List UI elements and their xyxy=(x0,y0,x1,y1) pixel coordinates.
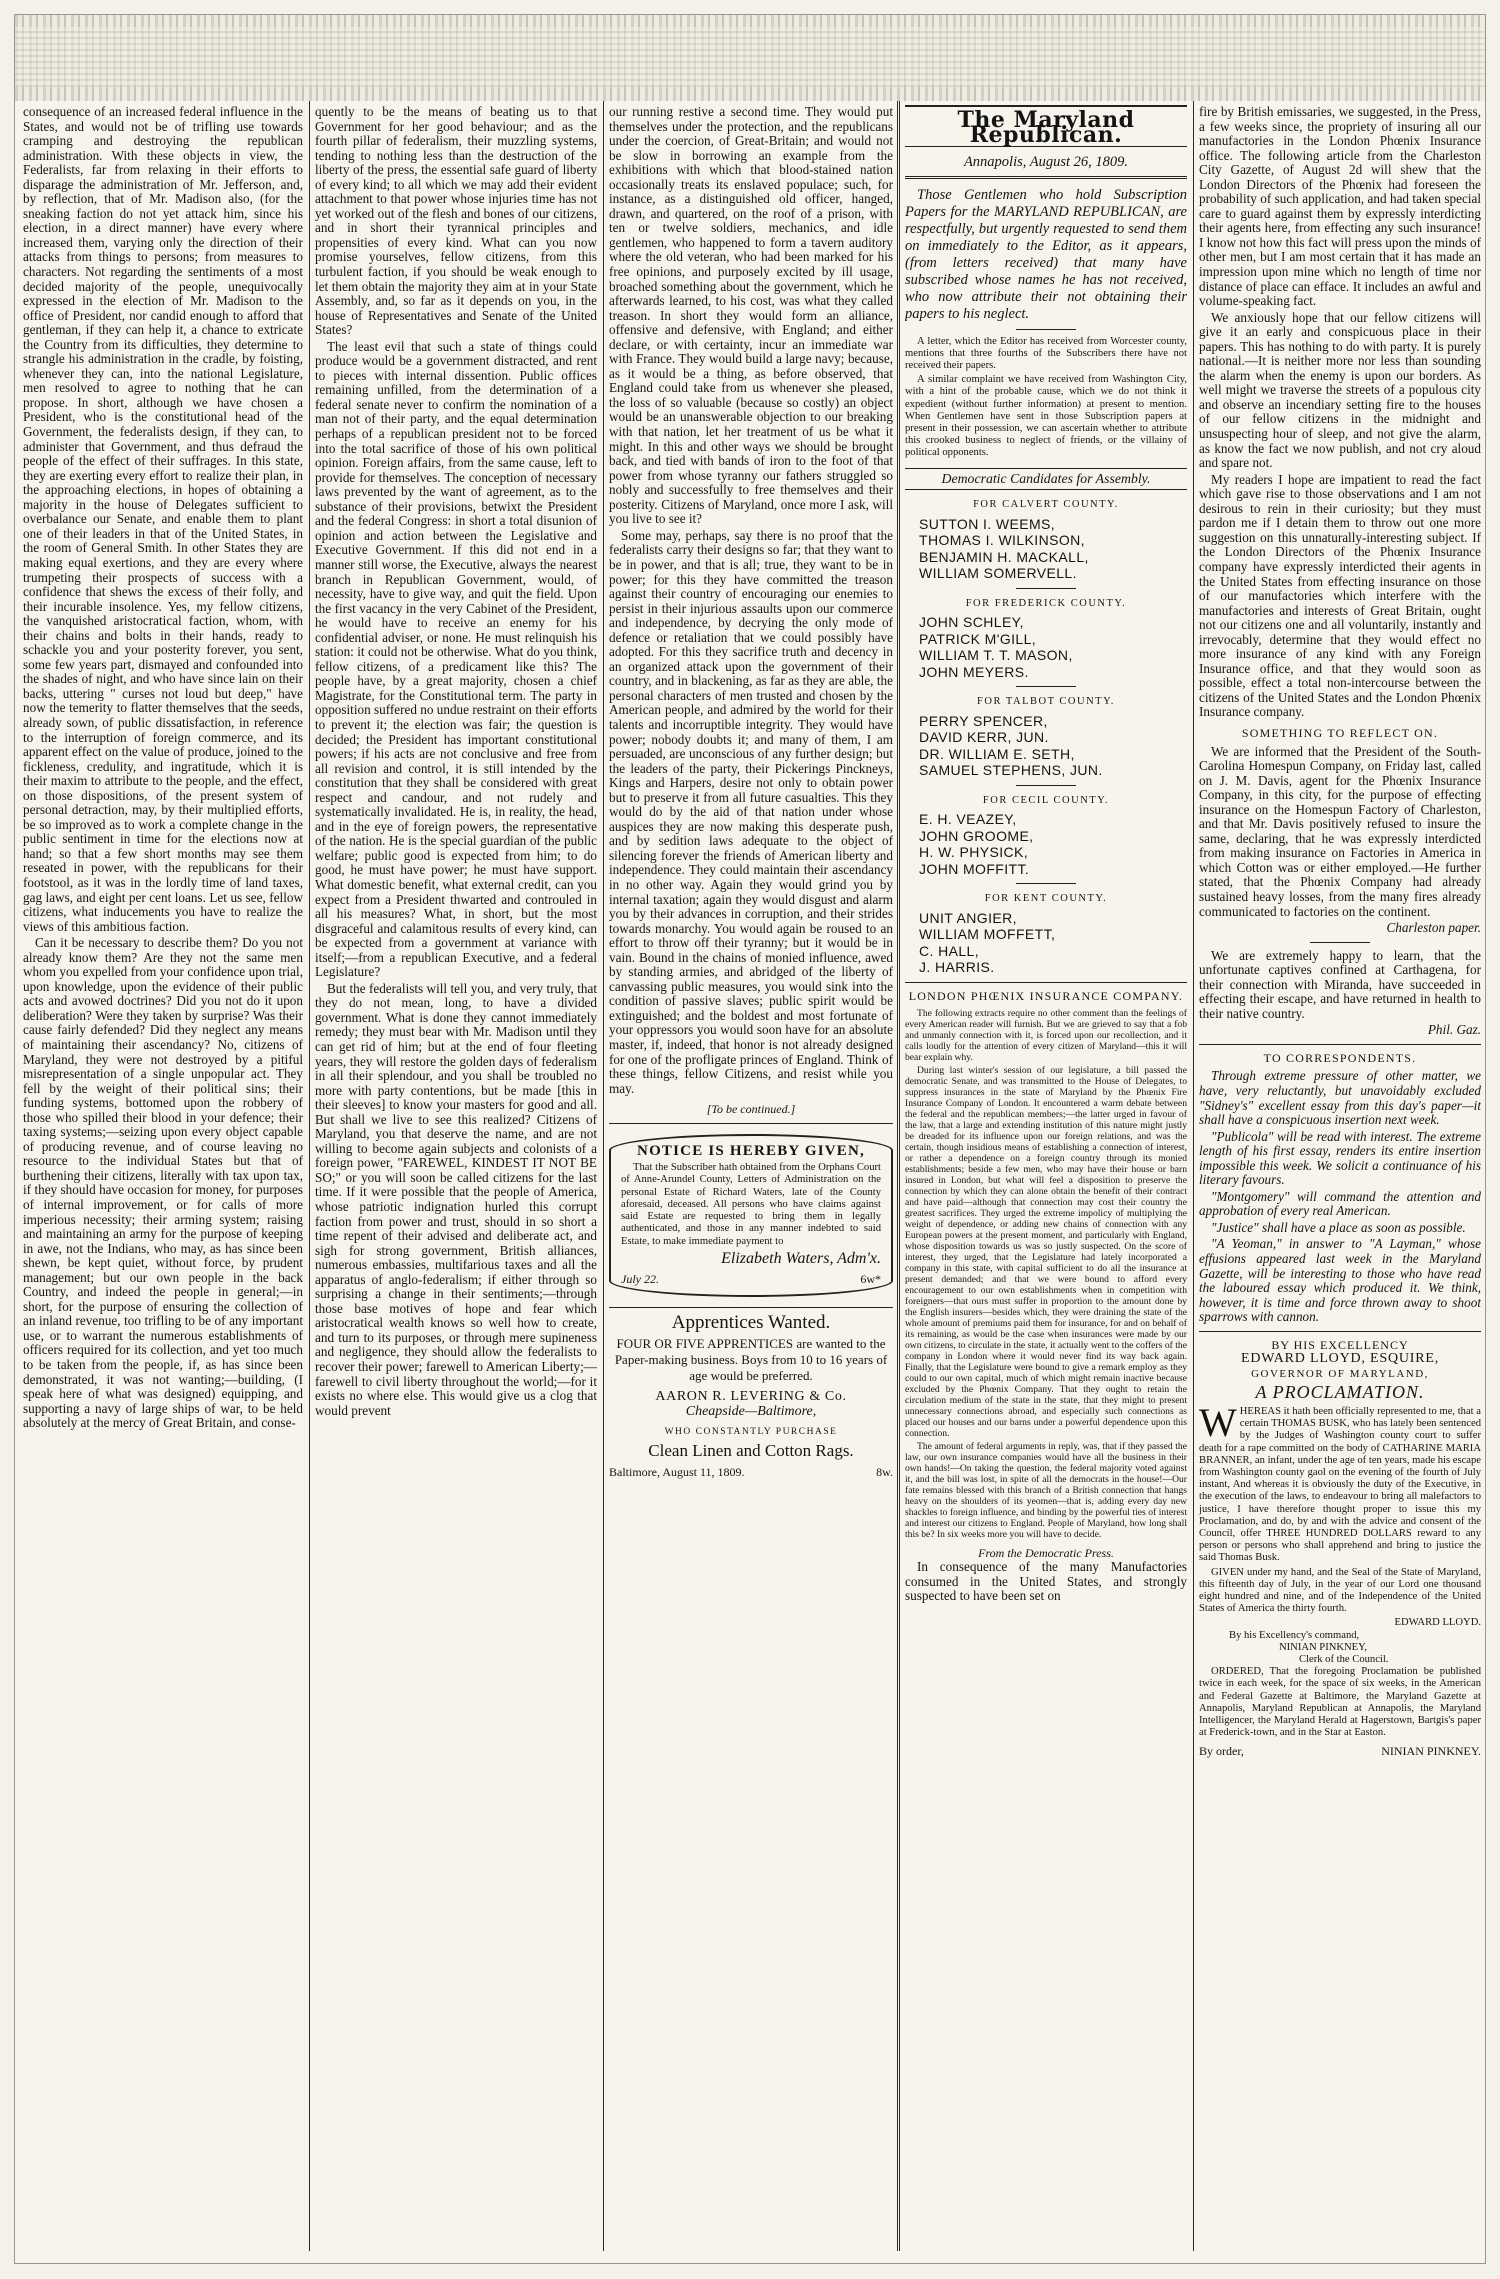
order-footer xyxy=(1199,1745,1481,1757)
correspondents-paragraph: "A Yeoman," in answer to "A Layman," whose effusions appeared last week in the Maryland Gazette, will be interesting to those who have read the laboured essay which produced it. We think, however, it is time and force thrown away to shoot sparrows with cannon. xyxy=(1199,1236,1481,1325)
column-rule xyxy=(897,101,900,2251)
notice-signature: Elizabeth Waters, Adm'x. xyxy=(721,1249,881,1267)
candidate-name: THOMAS I. WILKINSON, xyxy=(919,532,1085,549)
administration-notice xyxy=(609,1134,893,1297)
clerk-name: NINIAN PINKNEY, xyxy=(1279,1641,1368,1653)
proclamation-ordered: ORDERED, That the foregoing Proclamation be published twice in each week, for the space of six weeks, in the American and Federal Gazette at Baltimore, the Maryland Gazette at Annapolis, Maryland Republican at Annapolis, the Maryland Intelligencer, the Maryland Herald at Hagerstown, Bartgis's paper at Frederick-town, and in the Star at Easton. xyxy=(1199,1666,1481,1739)
candidate-name: WILLIAM MOFFETT, xyxy=(919,926,1056,943)
candidate-name: WILLIAM SOMERVELL. xyxy=(919,565,1077,582)
divider xyxy=(1016,588,1076,589)
divider xyxy=(1016,329,1076,330)
ad-rags: Clean Linen and Cotton Rags. xyxy=(648,1440,854,1460)
ad-mark: 8w. xyxy=(876,1464,893,1479)
column-rule xyxy=(1193,101,1194,2251)
candidate-name: J. HARRIS. xyxy=(919,959,995,976)
article-paragraph: Some may, perhaps, say there is no proof that the federalists carry their designs so far; that they want to be in power, and that is all; true, they want to be in power; for this they have committed the treason against their country of encouraging our enemies to persist in their injurious assaults upon our commerce and independence, by decrying the only mode of defence or retaliation that we could possibly have adopted. For this they sacrifice truth and decency in an organized attack upon the government of their country, and in blackening, as far as they are able, the personal characters of men trusted and chosen by the American people, and admired by the world for their talents and incorruptible integrity. They would have power; nobody doubts it; and many of them, I am persuaded, are unconscious of any further design; but the leaders of the party, their Pickerings Pinckneys, Kings and Harpers, desire not only to obtain power but to preserve it from all future casualties. This they would do by the aid of that nation under whose auspices they are now making this desperate push, and by sedition laws adequate to the object of silencing forever the friends of American liberty and independence. They could maintain their ascendancy in no other way. Again they would grind you by internal taxation; again they would disgust and alarm you by their advances in corruption, and their strides towards monarchy. You would again be roused to an effort to throw off their tyranny; but it would be in vain. Bound in the chains of monied influence, awed by standing armies, and abridged of the liberty of canvassing public measures, you would sink into the condition of passive slaves; public spirit would be extinguished; and the boldest and most fortunate of your oppressors you would soon have for an absolute master, if, indeed, that honor is not already designed for one of the profligate princes of England. Think of these things, fellow Citizens, and resist while you may. xyxy=(609,527,893,1096)
candidate-name: UNIT ANGIER, xyxy=(919,909,1017,926)
proclamation-body xyxy=(1199,1399,1481,1565)
divider xyxy=(609,1307,893,1308)
county-heading: FOR FREDERICK COUNTY. xyxy=(965,597,1127,609)
ad-place: Cheapside—Baltimore, xyxy=(685,1403,817,1419)
column-4 xyxy=(905,105,1187,2245)
proclamation-text: HEREAS it hath been officially represented to me, that a certain THOMAS BUSK, who has lately been sentenced by the Judges of Washington county court to suffer death for a rape committed on the body of CATHARINE MARIA BRANNER, an infant, under the age of ten years, made his escape from Washington county gaol on the evening of the fourth of July instant, And whereas it is obviously the duty of the Executive, in the execution of the laws, to endeavour to bring all malefactors to justice, I have therefore thought proper to issue this my Proclamation, and do, by and with the advice and consent of the Council, offer THREE HUNDRED DOLLARS reward to any person or persons who shall apprehend and bring to justice the said Thomas Busk. xyxy=(1199,1405,1481,1564)
editor-paragraph: A letter, which the Editor has received from Worcester county, mentions that three fourths of the Subscribers there have not received their papers. xyxy=(905,335,1187,372)
phoenix-source: From the Democratic Press. xyxy=(978,1545,1114,1560)
candidate-name: DR. WILLIAM E. SETH, xyxy=(919,745,1075,762)
column-1 xyxy=(23,105,303,2245)
proclamation xyxy=(1199,1338,1481,1758)
dateline: Annapolis, August 26, 1809. xyxy=(905,151,1187,179)
divider xyxy=(1016,686,1076,687)
proclamation-command: By his Excellency's command, xyxy=(1229,1629,1360,1641)
candidate-name: JOHN MEYERS. xyxy=(919,663,1029,680)
candidates-heading: Democratic Candidates for Assembly. xyxy=(905,468,1187,491)
divider xyxy=(1199,1044,1481,1045)
candidate-name: BENJAMIN H. MACKALL, xyxy=(919,548,1089,565)
dropcap: W xyxy=(1199,1399,1237,1445)
notice-title: NOTICE IS HEREBY GIVEN, xyxy=(637,1142,865,1159)
correspondents-heading: TO CORRESPONDENTS. xyxy=(1263,1050,1417,1065)
column-2 xyxy=(315,105,597,2245)
ad-small-caption: WHO CONSTANTLY PURCHASE xyxy=(664,1427,838,1438)
candidate-name: H. W. PHYSICK, xyxy=(919,844,1029,861)
phoenix-final: In consequence of the many Manufactories consumed in the United States, and strongly suspected to have been set on xyxy=(905,1559,1187,1604)
candidate-name: E. H. VEAZEY, xyxy=(919,811,1017,828)
column-rule xyxy=(309,101,310,2251)
ad-date: Baltimore, August 11, 1809. xyxy=(609,1464,745,1479)
reflect-heading: SOMETHING TO REFLECT ON. xyxy=(1241,725,1439,740)
phoenix-heading: LONDON PHŒNIX INSURANCE COMPANY. xyxy=(908,988,1184,1003)
article-paragraph: consequence of an increased federal influence in the States, and would not be of trifling use towards cramping and destroying the republican administration. With these objects in view, the Federalists, far from relaxing in their efforts to disparage the administration of Mr. Jefferson, and, by reflection, that of Mr. Madison also, (for the sneaking faction do not yet attack him, since his election, in a direct manner) have every where increased them, varying only the direction of their attacks from things to persons; from measures to characters. Not regarding the sentiments of a most decided majority of the people, unequivocally expressed in the election of Mr. Madison to the office of President, nor candid enough to afford that gentleman, if they can help it, a chance to extricate the Country from its difficulties, they determine to strangle his administration in the cradle, by foisting, whenever they can, into the national Legislature, men resolved to agree to nothing that he can propose. In short, although we have chosen a President, who is the constitutional head of the Government, the federalists design, if they can, to administer that Government, and thus defraud the people of the effect of their suffrages. In this state, they are exerting every effort to realize their plan, in the approaching elections, in hopes of obtaining a majority in the house of Delegates sufficient to overbalance our Senate, and enable them to plant one of their leaders in that of the United States, in the room of General Smith. In other States they are making equal exertions, and they are every where trumpeting their prospects of success with a confidence that shews the excess of their folly, and their incurable insolence. Yes, my fellow citizens, the vanquished aristocratical faction, whom, with their chains and bolts in their hands, ready to schackle you and your posterity forever, you sent, some few years part, dismayed and confounded into the shades of night, and who have since lain on their backs, uttering " curses not loud but deep," have now the temerity to flatter themselves that the seeds, already sown, of public dissatisfaction, in reference to the interruption of foreign commerce, and its apparent effect on the value of produce, joined to the fickleness, credulity, and ingratitude, which it is their maxim to attribute to the people, and the effect, on those dispositions, of the present system of personal detraction, may, by their multiplied efforts, be so improved as to work a complete change in the public sentiment in time for the elections now at hand; so that a few short months may see them reseated in power, with the republicans for their footstool, as it was in the lordly time of land taxes, gag laws, and eight per cent loans. Let us see, fellow citizens, what inducements you have to realize the views of this ambitious faction. xyxy=(23,105,303,934)
to-be-continued: [To be continued.] xyxy=(706,1102,796,1117)
correspondents-paragraph: "Publicola" will be read with interest. The extreme length of his first essay, renders its entire insertion impossible this week. We solicit a continuance of his literary favours. xyxy=(1199,1128,1481,1188)
proclamation-name: EDWARD LLOYD, ESQUIRE, xyxy=(1240,1351,1440,1367)
masthead: The Maryland Republican. xyxy=(905,105,1187,147)
divider xyxy=(905,982,1187,983)
divider xyxy=(1016,785,1076,786)
proclamation-signature: EDWARD LLOYD. xyxy=(1394,1617,1481,1629)
county-heading: FOR KENT COUNTY. xyxy=(984,893,1108,905)
apprentices-ad xyxy=(609,1311,893,1479)
divider xyxy=(1016,883,1076,884)
ad-body: FOUR OR FIVE APPRENTICES are wanted to the Paper-making business. Boys from 10 to 16 years of age would be preferred. xyxy=(614,1336,888,1384)
phoenix-paragraph: The following extracts require no other comment than the feelings of every American reader will furnish. But we are grieved to say that a fob and unmanly connection with it, is forced upon our recollection, and it calls loudly for the attention of every citizen of Maryland—this it will bear explain why. xyxy=(905,1007,1187,1063)
article-paragraph: But the federalists will tell you, and very truly, that they do not mean, long, to have a divided government. What is done they cannot immediately remedy; they must bear with Mr. Madison until they can get rid of him; but at the end of four fleeting years, they will restore the golden days of federalism in all their splendour, and you shall be troubled no more with party contentions, but be made [this in their sleeves] to know your masters for good and all. But shall we live to see this realized? Citizens of Maryland, you that deserve the name, and are not willing to become again subjects and colonists of a foreign power, "FAREWEL, KINDEST IT NOT BE SO;" or you will soon be called citizens for the last time. If it were possible that the people of America, whose patriotic indignation hurled this corrupt faction from power and trust, should in so short a time repent of their advised and deliberate act, and sigh for strong government, British alliances, numerous embassies, multifarious taxes and all the apparatus of anglo-federalism; if either through so surprising a change in their sentiments;—through those base motives of hope and fear which aristocratical wealth knows so well how to create, and turn to its purposes, or through mere supineness and negligence, they should allow the federalists to recover their power; farewell to American Liberty;—farewell to civil liberty throughout the world;—for it exists no where else. This would give us a clog that would prevent xyxy=(315,980,597,1418)
reflect-paragraph: We are extremely happy to learn, that the unfortunate captives confined at Carthagena, for their connection with Miranda, have succeeded in effecting their escape, and have returned in health to their native country. xyxy=(1199,947,1481,1021)
proclamation-title: A PROCLAMATION. xyxy=(1255,1382,1425,1403)
column-rule xyxy=(603,101,604,2251)
phoenix-paragraph: During last winter's session of our legislature, a bill passed the democratic Senate, and was transmitted to the House of Delegates, to suppress insurances in the state of Maryland by the Phœnix Fire Insurance Company of London. It encountered a warm debate between the federal and the republican members;—the latter urged in favour of the law, that a large and extending institution of this nature might justly be dreaded for its influence upon our foreign relations, and was the certain, though insidious means of establishing a connection of interest, or rather a dependence on a foreign country through its monied establishments; beside a few men, who may have their house or barn insured in London, but what will feel a disposition to preserve the connection by which they can alone obtain the benefit of their contract and have paid—although that connection may cost their country the greatest sacrifices. They urged the extreme impolicy of multiplying the weight of dependence, or adding new chains of connection with any European powers at the present moment, and particularly with England, whose disposition towards us was so justly suspected. On the score of interest, they urged, that the Legislature had lately incorporated a company in this state, with capital sufficient to do all the insurance at present demanded; and that we were bound to afford every encouragement to our own establishments when in competition with foreigners—that ours must suffer in proportion to the amount done by the English insurers—besides which, they were draining the state of the whole amount of premiums paid them for insurance, for and on behalf of its remaining, as would be the case when insurances were made by our own citizens, to circulate in the state, it actually went to the coffers of the company in London where it would never find its way back again. Finally, that the Legislature were bound to give a remark employ as they could to our own capital, much of which might remain inactive because excluded by the Phœnix Company. That they ought to retain the circulation medium of the state in the state, that they might to present unnecessary connections abroad, and especially such connections as placed our houses and our barns under a powerful dependence upon this connection. xyxy=(905,1064,1187,1439)
county-heading: FOR CALVERT COUNTY. xyxy=(973,499,1119,511)
article-paragraph: our running restive a second time. They would put themselves under the protection, and the republicans under the coercion, of Great-Britain; and would not be slow in borrowing an example from the exhibitions with which that blood-stained nation occasionally treats its enslaved populace; such, for instance, as a distinguished old officer, hanged, drawn, and quartered, on the roof of a prison, with ten or twelve soldiers, mechanics, and idle gentlemen, who happened to form a tavern auditory where the old veteran, who had been marked for his free opinions, and purposely excited by ill usage, broached something about the government, which he afterwards learned, to his cost, was what they called treason. In short they would form an alliance, offensive and defensive, with England; and either declare, or with certainty, incur an immediate war with France. They would build a large navy; because, as it would be a thing, as before observed, that England could take from us whenever she pleased, the loss of so valuable (because so costly) an object would be an unanswerable objection to our breaking with that nation, let her treatment of us be what it might. In this and other ways we should be brought back, and tied with bands of iron to the foot of that power from whose tyranny our fathers struggled so nobly and successfully to free themselves and their posterity. Citizens of Maryland, once more I ask, will you live to see it? xyxy=(609,105,893,527)
ad-footer xyxy=(609,1465,893,1480)
candidate-name: PERRY SPENCER, xyxy=(919,712,1048,729)
proclamation-given: GIVEN under my hand, and the Seal of the State of Maryland, this fifteenth day of July, in the year of our Lord one thousand eight hundred and nine, and of the Independence of the United States of America the thirty fourth. xyxy=(1199,1566,1481,1615)
proclamation-by: BY HIS EXCELLENCY xyxy=(1271,1337,1409,1352)
phoenix-paragraph: The amount of federal arguments in reply, was, that if they passed the law, our own insurance companies would have all the business in their own hands!—On taking the question, the federal majority voted against it, and the bill was lost, in spite of all the democrats in the house!—Our fate remains blessed with this branch of a British connection that hangs heavy on the shoulders of its yeomen—that is, adding every day new shackles to foreign influence, and binding by the powerful ties of interest and interest our citizens to England. People of Maryland, how long shall this be? In six weeks more you will have to decide. xyxy=(905,1440,1187,1540)
county-heading: FOR CECIL COUNTY. xyxy=(982,794,1110,806)
editor-paragraph: A similar complaint we have received from Washington City, with a hint of the probable cause, which we do not think it expedient (without further information) at present to mention. When Gentlemen have sent in those Subscription papers at present in their possession, we can ascertain whether to attribute this crooked business to neglect of friends, or the villainy of political opponents. xyxy=(905,374,1187,459)
divider xyxy=(609,1123,893,1124)
article-paragraph: fire by British emissaries, we suggested, in the Press, a few weeks since, the propriety of insuring all our manufactories in the London Phœnix Insurance office. The following article from the Charleston City Gazette, of August 2d will shew that the London Directors of the Phœnix had foreseen the probability of such application, and had taken special care to guard against them by expressly interdicting their agents here, from effecting any such insurance! I know not how this fact will press upon the minds of other men, but I am most certain that it has made an impression upon mine which no length of time nor distance of place can efface. It includes an awful and volume-speaking fact. xyxy=(1199,105,1481,309)
candidate-name: WILLIAM T. T. MASON, xyxy=(919,647,1073,664)
candidate-name: C. HALL, xyxy=(919,942,979,959)
notice-mark: 6w* xyxy=(860,1272,881,1287)
correspondents-paragraph: Through extreme pressure of other matter, we have, very reluctantly, but unavoidably excluded "Sidney's" excellent essay from this day's paper—it shall have a conspicuous insertion next week. xyxy=(1199,1068,1481,1128)
notice-date: July 22. xyxy=(621,1272,659,1287)
reflect-paragraph: We are informed that the President of the South-Carolina Homespun Company, on Friday last, called on J. M. Davis, agent for the Phœnix Insurance Company, in this city, for the purpose of effecting insurance on the Homespun Factory of Charleston, and that Mr. Davis positively refused to insure the same, declaring, that he was expressly interdicted from making insurance on Factories in America in which Cotton was or either employed.—He further stated, that the Phœnix Company had already sustained heavy losses, from the many fires already communicated to factories on the continent. xyxy=(1199,743,1481,919)
column-3 xyxy=(609,105,893,2245)
candidate-name: SAMUEL STEPHENS, JUN. xyxy=(919,762,1103,779)
order-by: By order, xyxy=(1199,1744,1244,1759)
torn-top-texture xyxy=(15,27,1485,87)
notice-body: That the Subscriber hath obtained from the Orphans Court of Anne-Arundel County, Letters of Administration on the personal Estate of Richard Waters, late of the County aforesaid, deceased. All persons who have claims against said Estate are requested to bring them in legally authenticated, and those in any manner indebted to said Estate, to make immediate payment to xyxy=(621,1162,881,1247)
column-5 xyxy=(1199,105,1481,2245)
reflect-source: Phil. Gaz. xyxy=(1427,1022,1481,1038)
candidate-name: DAVID KERR, JUN. xyxy=(919,729,1049,746)
proclamation-governor: GOVERNOR OF MARYLAND, xyxy=(1251,1367,1429,1380)
order-name: NINIAN PINKNEY. xyxy=(1381,1744,1481,1759)
divider xyxy=(1199,1331,1481,1332)
candidate-name: SUTTON I. WEEMS, xyxy=(919,515,1056,532)
article-paragraph: The least evil that such a state of things could produce would be a government distracted, and rent to pieces with internal dissention. Public offices remaining unfilled, from the determination of a federal senate never to confirm the nomination of a man not of their party, and the equal determination perhaps of a republican president not to be forced into the total sacrifice of those of his own political opinion. Foreign affairs, from the same cause, left to provide for themselves. The conception of necessary laws prevented by the want of agreement, as to the substance of their provisions, betwixt the President and the federal Congress: in short a total disunion of opinion and action between the Legislative and Executive Government. If this did not end in a manner still worse, the Executive, always the nearest branch in Republican Government, would, of necessity, have to give way, and quit the field. Upon the first vacancy in the very Cabinet of the President, he would have to receive an enemy for his confidential adviser, or none. He must relinquish his station: it could not be otherwise. What do you think, fellow citizens, of a predicament like this? The people have, by a great majority, chosen a chief Magistrate, for the Constitutional term. The party in opposition suffered no undue restraint on their efforts to prevent it; the election was fair; the question is decided; the President has important constitutional powers; if his acts are not conclusive and free from all revision and control, it is still intended by the constitution that they shall be considered with great respect and candour, and not rudely and systematically invalidated. He is, in reality, the head, and in the eye of foreign powers, the representative of the nation. He is the special guardian of the public welfare; public good is expected from him; to do good, he must have power; he must have support. What domestic benefit, what external credit, can you expect from a President thwarted and controuled in all his measures? What, in short, but the most disgraceful and calamitous results of every kind, can be expected from a government at variance with itself;—from a republican Executive, and a federal Legislature? xyxy=(315,338,597,980)
notice-footer xyxy=(621,1272,881,1287)
article-paragraph: My readers I hope are impatient to read the fact which gave rise to those observations and I am not desirous to rein in their curiosity; but they must pardon me if I detain them to throw out one more suggestion on this unnaturally-interesting subject. If the London Directors of the Phœnix Insurance company have expressly interdicted their agents in the United States from effecting insurance on those of our manufactories which interfere with the manufactories and interests of Great Britain, ought not our citizens one and all voluntarily, instantly and irrevocably, determine that they would effect no more insurance of any kind with any Foreign Insurance office, and that they would soon as possible, effect a total non-intercourse between the citizens of the United States and the London Phœnix Insurance company. xyxy=(1199,471,1481,720)
subscription-notice: Those Gentlemen who hold Subscription Papers for the MARYLAND REPUBLICAN, are respectfully, but urgently requested to send them on immediately to the Editor, as it appears, (from letters received) that many have subscribed whose names he has not received, who now attribute their not obtaining their papers to his neglect. xyxy=(905,186,1187,322)
article-paragraph: We anxiously hope that our fellow citizens will give it an early and conspicuous place in their papers. This has nothing to do with party. It is purely national.—It is neither more nor less than sounding the alarm when the enemy is upon our borders. As well might we traverse the streets of a populous city and observe an incendiary setting fire to the houses of our fellow citizens in the midnight and unsuspecting hour of sleep, and not give the alarm, as know the fact we now publish, and not cry aloud and spare not. xyxy=(1199,309,1481,471)
candidate-name: JOHN SCHLEY, xyxy=(919,614,1024,631)
county-heading: FOR TALBOT COUNTY. xyxy=(977,696,1115,708)
newspaper-page xyxy=(14,14,1486,2264)
candidate-name: JOHN GROOME, xyxy=(919,827,1034,844)
ad-firm: AARON R. LEVERING & Co. xyxy=(655,1389,847,1405)
divider xyxy=(1310,942,1370,943)
candidate-name: JOHN MOFFITT. xyxy=(919,860,1030,877)
correspondents-paragraph: "Montgomery" will command the attention and approbation of every real American. xyxy=(1199,1188,1481,1219)
clerk-title: Clerk of the Council. xyxy=(1299,1654,1389,1665)
candidate-name: PATRICK M'GILL, xyxy=(919,630,1037,647)
correspondents-paragraph: "Justice" shall have a place as soon as possible. xyxy=(1211,1219,1466,1235)
ad-title: Apprentices Wanted. xyxy=(671,1311,831,1333)
article-paragraph: Can it be necessary to describe them? Do you not already know them? Are they not the same men whom you expelled from your confidence upon trial, upon knowledge, upon the evidence of their public acts and avowed doctrines? Did you not do it upon deliberation? Were they taken by surprise? Was their cause fairly defended? Did they neglect any means of maintaining their ascendancy? No, citizens of Maryland, they were not destroyed by a pitiful misrepresentation of a single unpopular act. They fell by the weight of their political sins; their funding systems, bottomed upon the robbery of those who spilled their blood in your defence; their taxing systems;—seizing upon every object capable of producing revenue, and of course leaving no resource to the individual States but that of burthening their citizens, literally with tax upon tax, if they should have occasion for money, for purposes of internal improvement, or for calls of more imperious necessity; their arming system; raising and maintaining an army for the purpose of keeping in awe, not the Indians, who may, as has since been shewn, be kept quiet, without force, by prudent management; but our own people in the back Country, and indeed the people in general;—in short, for the purpose of ensuring the collection of an inland revenue, too trifling to be of any important use, or to warrant the numerous establishments of officers required for its collection, and yet too much to be taken from the people, if, as has since been demonstrated, it was not wanting;—building, (I speak here of what was designed) equipping, and supporting a navy of large ships of war, to be held absolutely at the mercy of Great Britain, and conse- xyxy=(23,935,303,1431)
article-paragraph: quently to be the means of beating us to that Government for her good behaviour; and as the fourth pillar of federalism, their muzzling systems, tending to nothing less than the destruction of the liberty of the press, the essential safe guard of liberty of every kind; to all which we may add their evident attachment to that power whose injuries time has not yet worked out of the flesh and bones of our citizens, and in short their tyrannical principles and propensities of every kind. What can you now promise yourselves, fellow citizens, from this turbulent faction, if you should be weak enough to let them obtain the majority they aim at in your State Assembly, and, so far as it depends on you, in the house of Representatives and Senate of the United States? xyxy=(315,105,597,338)
reflect-source: Charleston paper. xyxy=(1386,920,1481,936)
